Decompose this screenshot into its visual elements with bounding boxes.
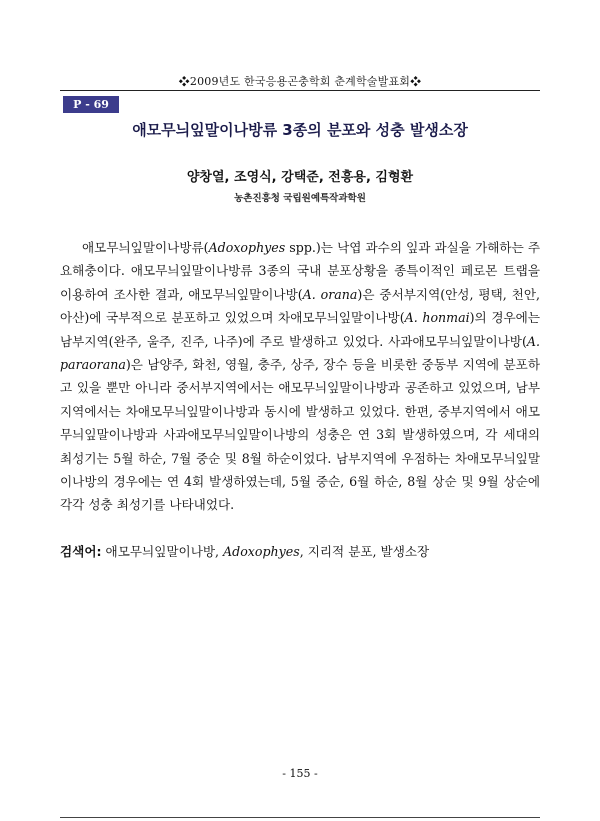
abstract-body: [60, 236, 540, 517]
abstract-text: )은 중서부지역(안성, 평택, 천안, 아산)에 국부적으로 분포하고 있었으며 차애모무늬잎말이나방(: [60, 286, 540, 326]
keyword-genus: Adoxophyes: [223, 544, 300, 559]
abstract-text: )의 경우에는 남부지역(완주, 울주, 진주, 나주)에 주로 발생하고 있었다. 사과애모무늬잎말이나방(: [60, 310, 541, 349]
keyword-text: 애모무늬잎말이나방,: [101, 544, 224, 559]
abstract-text: 애모무늬잎말이나방류(: [82, 240, 209, 255]
paper-id-badge: P - 69: [63, 96, 119, 113]
footer-rule: [60, 817, 540, 818]
abstract-text: )은 남양주, 화천, 영월, 충주, 상주, 장수 등을 비롯한 중동부 지역에 분포하고 있을 뿐만 아니라 중서부지역에서는 애모무늬잎말이나방과 공존하고 있었으며, 남부지역에서는 차애모무늬잎말이나방과 동시에 발생하고 있었다. 한편, 중부지역에서 애모무늬잎말이나방과 사과애모무늬잎말이나방의 성충은 연 3회 발생하였으며, 각 세대의 최성기는 5월 하순, 7월 중순 및 8월 하순이었다. 남부지역에 우점하는 차애모무늬잎말이나방의 경우에는 연 4회 발생하였는데, 5월 중순, 6월 하순, 8월 상순 및 9월 상순에 각각 성충 최성기를 나타내었다.: [60, 357, 540, 513]
author-list: 양창열, 조영식, 강택준, 전흥용, 김형환: [186, 170, 414, 185]
paper-title: 애모무늬잎말이나방류 3종의 분포와 성충 발생소장: [132, 121, 468, 139]
species-name: Adoxophyes: [208, 240, 286, 255]
conference-header: ❖2009년도 한국응용곤충학회 춘계학술발표회❖: [178, 75, 422, 88]
affiliation: 농촌진흥청 국립원예특작과학원: [234, 193, 366, 204]
keywords-line: [60, 541, 540, 560]
species-name: A. orana: [302, 286, 358, 302]
page-number: - 155 -: [282, 767, 318, 780]
abstract-text: spp.)는 낙엽 과수의 잎과 과실을 가해하는 주요해충이다. 애모무늬잎말이나방류 3종의 국내 분포상황을 종특이적인 페로몬 트랩을 이용하여 조사한 결과, 애모무늬잎말이나방(: [60, 240, 540, 302]
keywords-label: 검색어:: [60, 544, 102, 559]
species-name: A. paraorana: [60, 333, 540, 373]
species-name: A. honmai: [404, 310, 470, 326]
header-rule: [60, 90, 540, 91]
keyword-text: , 지리적 분포, 발생소장: [299, 544, 430, 559]
